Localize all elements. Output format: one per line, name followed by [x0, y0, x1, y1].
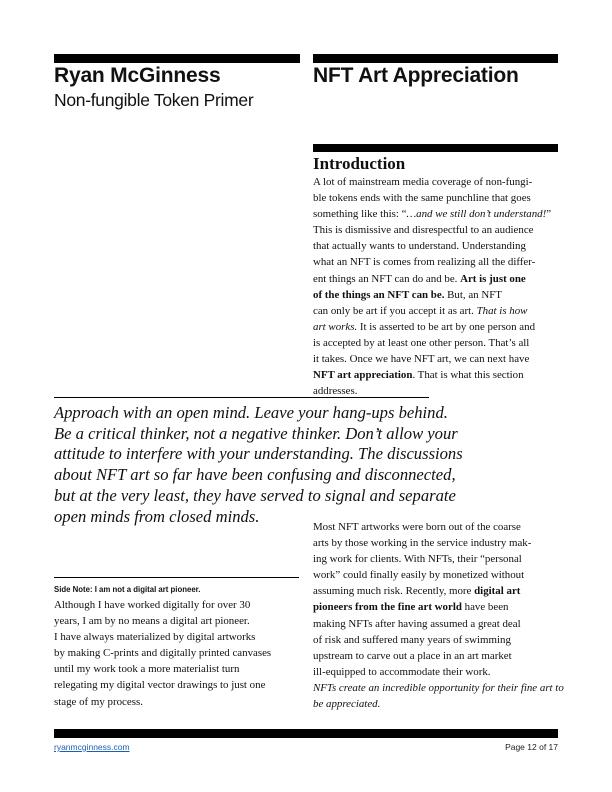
- text-line: [313, 583, 563, 599]
- intro-heading: Introduction: [313, 154, 406, 173]
- text-line: [313, 335, 563, 351]
- text-run: something like this: “: [313, 208, 407, 221]
- bold-text: pioneers from the fine art world: [313, 601, 462, 614]
- bold-text: NFT art appreciation: [313, 369, 413, 382]
- side-note-body: [54, 597, 299, 710]
- text-line: by making C-prints and digitally printed canvases: [54, 647, 272, 660]
- text-line: [313, 351, 563, 367]
- text-line: [313, 551, 563, 567]
- text-line: [313, 319, 563, 335]
- document-subtitle: Non-fungible Token Primer: [54, 90, 254, 110]
- text-run: It is asserted to be art by one person and: [357, 320, 536, 333]
- bold-text: of the things an NFT can be.: [313, 288, 445, 301]
- bold-text: Art is just one: [460, 272, 526, 285]
- text-run: what an NFT is comes from realizing all the differ-: [313, 256, 536, 269]
- text-line: [313, 519, 563, 535]
- footer-rule: [54, 729, 558, 738]
- text-run: it takes. Once we have NFT art, we can next have: [313, 353, 530, 366]
- text-line: [313, 222, 563, 238]
- text-run: But, an NFT: [444, 288, 502, 301]
- text-line: [313, 616, 563, 632]
- text-run: . That is what this section: [412, 369, 524, 382]
- text-run: ill-equipped to accommodate their work.: [313, 665, 491, 678]
- text-run: addresses.: [313, 385, 358, 398]
- text-line: stage of my process.: [54, 695, 143, 708]
- text-line: [313, 287, 563, 303]
- text-run: is accepted by at least one other person. That’s all: [313, 336, 530, 349]
- text-line: [313, 303, 563, 319]
- text-line: [313, 535, 563, 551]
- pullquote-rule: [54, 397, 429, 398]
- header-rule-left: [54, 54, 300, 63]
- text-line: Approach with an open mind. Leave your hang-ups behind.: [54, 403, 448, 422]
- italic-text: art works.: [313, 320, 358, 333]
- text-line: [313, 632, 563, 648]
- right-column-paragraph: [313, 519, 563, 712]
- text-run: ing work for clients. With NFTs, their “personal: [313, 553, 522, 566]
- text-run: making NFTs after having assumed a great deal: [313, 617, 521, 630]
- text-run: arts by those working in the service industry mak-: [313, 537, 532, 550]
- text-line: [313, 664, 563, 680]
- text-line: years, I am by no means a digital art pioneer.: [54, 615, 250, 628]
- text-line: until my work took a more materialist turn: [54, 663, 240, 676]
- text-run: work” could finally easily by monetized without: [313, 569, 525, 582]
- intro-paragraph: [313, 174, 563, 399]
- intro-rule: [313, 144, 558, 152]
- text-line: [313, 648, 563, 664]
- text-run: assuming much risk. Recently, more: [313, 585, 475, 598]
- text-line: but at the very least, they have served to signal and separate: [54, 485, 456, 505]
- text-line: relegating my digital vector drawings to just one: [54, 679, 266, 692]
- author-name: Ryan McGinness: [54, 64, 221, 87]
- text-run: upstream to carve out a place in an art market: [313, 649, 512, 662]
- text-run: A lot of mainstream media coverage of non-fungi-: [313, 176, 533, 188]
- text-line: [313, 599, 563, 615]
- footer-website-link[interactable]: ryanmcginness.com: [54, 742, 130, 752]
- side-note-title: Side Note: I am not a digital art pioneer.: [54, 585, 201, 594]
- pull-quote: [54, 403, 463, 527]
- text-run: ble tokens ends with the same punchline that goes: [313, 192, 531, 205]
- text-run: Most NFT artworks were born out of the coarse: [313, 521, 521, 533]
- italic-text: That is how: [476, 304, 528, 317]
- text-run: of risk and suffered many years of swimming: [313, 633, 511, 646]
- text-run: ent things an NFT can do and be.: [313, 272, 461, 285]
- italic-text: …and we still don’t understand!: [406, 208, 547, 221]
- text-line: [313, 190, 563, 206]
- text-line: [313, 680, 563, 696]
- section-title: NFT Art Appreciation: [313, 64, 519, 87]
- text-line: [313, 367, 563, 383]
- text-line: [313, 206, 563, 222]
- text-line: [313, 271, 563, 287]
- text-line: [313, 567, 563, 583]
- italic-text: NFTs create an incredible opportunity for their fine art to: [313, 681, 564, 694]
- text-line: [313, 254, 563, 270]
- bold-text: digital art: [474, 585, 521, 598]
- text-line: attitude to interfere with your understanding. The discussions: [54, 444, 463, 464]
- text-line: [313, 174, 563, 190]
- text-line: about NFT art so far have been confusing and disconnected,: [54, 465, 456, 485]
- text-run: This is dismissive and disrespectful to an audience: [313, 224, 534, 237]
- header-rule-right: [313, 54, 558, 63]
- text-run: have been: [461, 601, 509, 614]
- italic-text: be appreciated.: [313, 698, 381, 711]
- text-run: ”: [546, 208, 552, 221]
- page-number: Page 12 of 17: [505, 742, 558, 752]
- text-line: I have always materialized by digital artworks: [54, 631, 256, 644]
- text-line: open minds from closed minds.: [54, 506, 260, 526]
- text-run: can only be art if you accept it as art.: [313, 304, 477, 317]
- text-run: that actually wants to understand. Understanding: [313, 240, 526, 253]
- side-note-rule: [54, 577, 299, 578]
- text-line: [313, 696, 563, 712]
- text-line: [313, 238, 563, 254]
- text-line: Although I have worked digitally for over 30: [54, 599, 251, 611]
- text-line: Be a critical thinker, not a negative thinker. Don’t allow your: [54, 423, 458, 443]
